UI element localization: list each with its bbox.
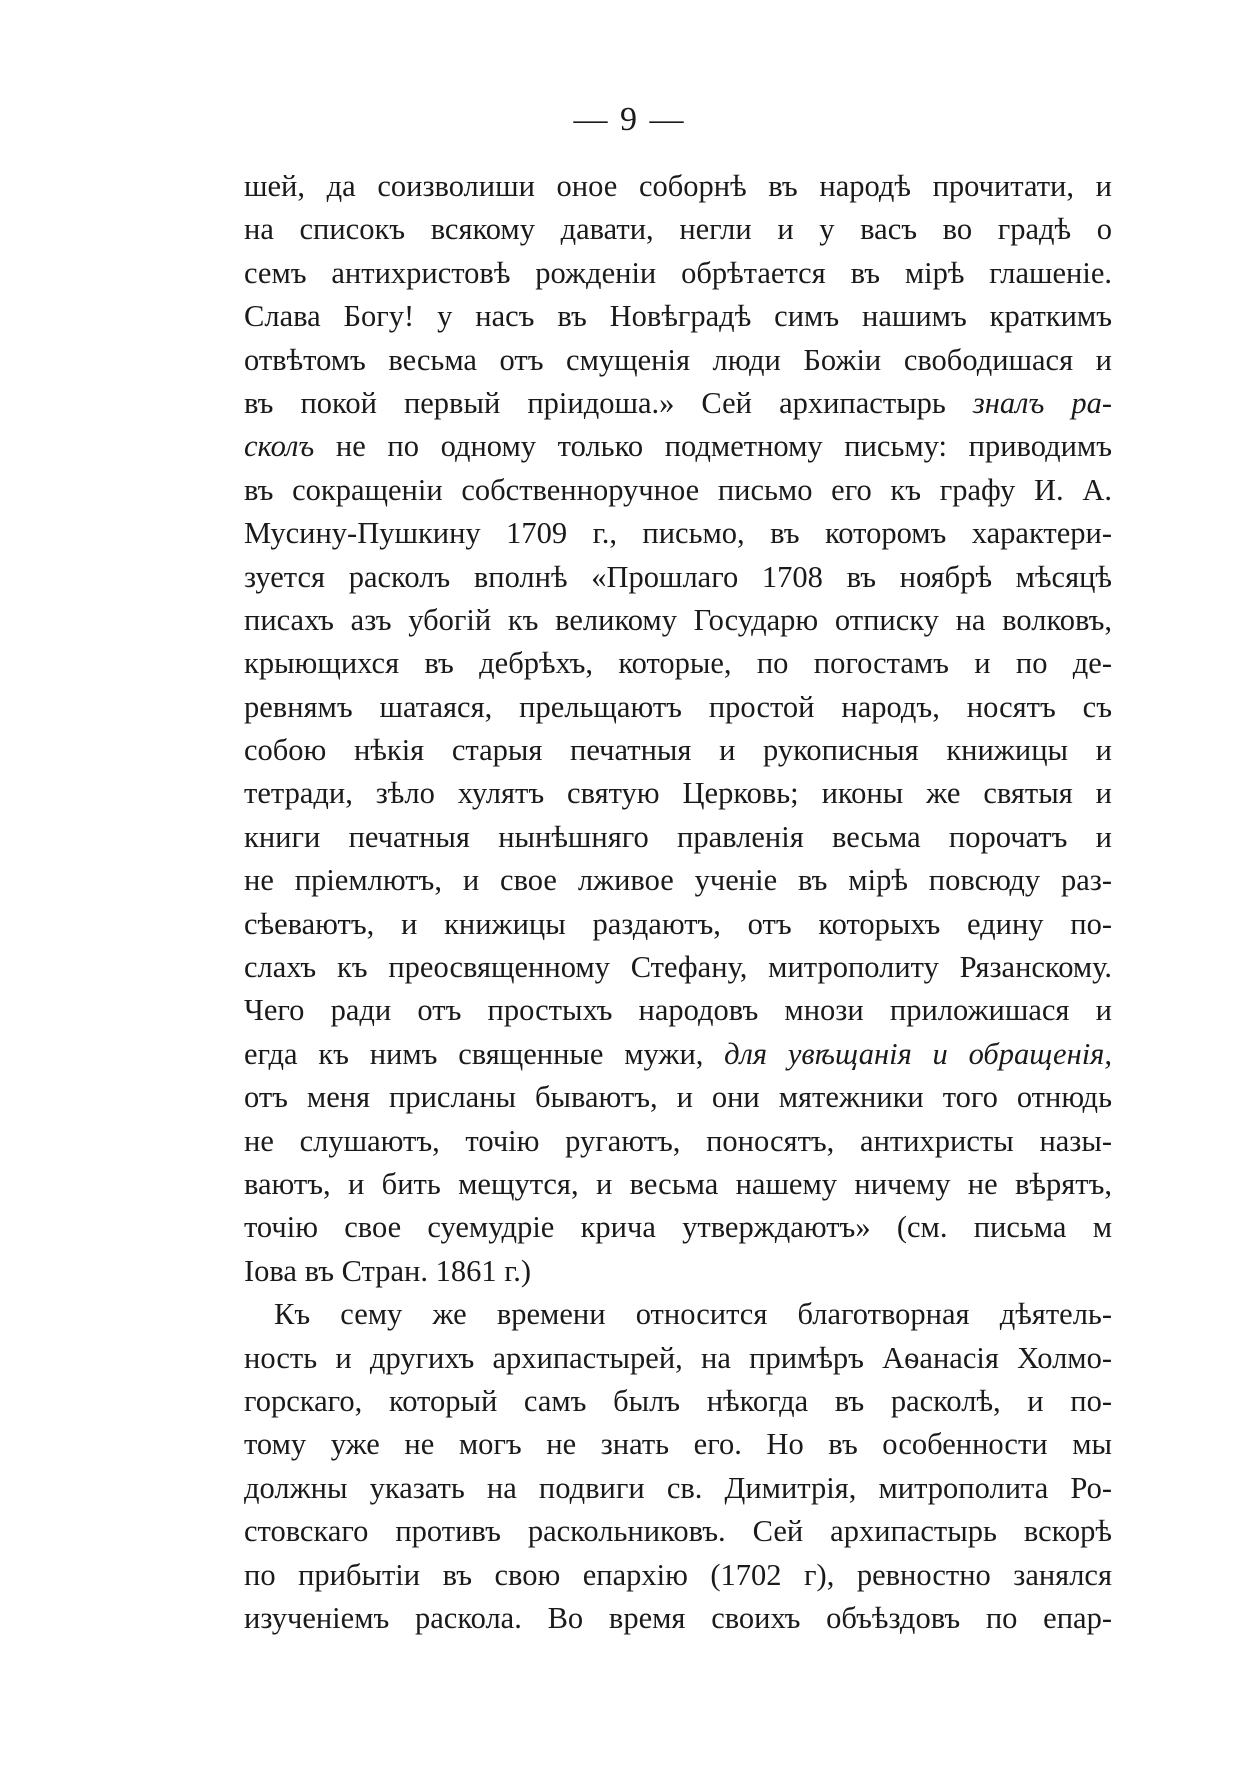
text-line [244, 989, 1112, 1032]
text-segment: горскаго, который самъ былъ нѣкогда въ расколѣ, и по- [244, 1383, 1112, 1418]
text-segment: книги печатныя нынѣшняго правленія весьма порочатъ и [244, 819, 1112, 854]
text-segment: ваютъ, и бить мещутся, и весьма нашему ничему не вѣрятъ, [244, 1166, 1112, 1201]
text-line [244, 295, 1112, 338]
text-line [244, 165, 1112, 208]
text-segment: тетради, зѣло хулятъ святую Церковь; иконы же святыя и [244, 776, 1112, 811]
text-line [244, 946, 1112, 989]
text-segment: сѣеваютъ, и книжицы раздаютъ, отъ которыхъ едину по- [244, 906, 1112, 941]
text-segment: крыющихся въ дебрѣхъ, которые, по погостамъ и по де- [244, 646, 1112, 681]
text-line [244, 425, 1112, 468]
text-line [244, 1076, 1112, 1119]
text-line [244, 1423, 1112, 1466]
text-segment: отвѣтомъ весьма отъ смущенія люди Божіи свободишася и [244, 342, 1112, 377]
text-line [244, 686, 1112, 729]
text-segment: въ покой первый пріидоша.» Сей архипастырь [244, 385, 973, 420]
text-line [244, 1337, 1112, 1380]
text-line [244, 1380, 1112, 1423]
text-segment: слахъ къ преосвященному Стефану, митрополиту Рязанскому. [244, 950, 1112, 985]
text-segment: Слава Богу! у насъ въ Новѣградѣ симъ нашимъ краткимъ [244, 299, 1112, 334]
text-line [244, 382, 1112, 425]
text-line [244, 903, 1112, 946]
text-line [244, 642, 1112, 685]
text-segment: не пріемлютъ, и свое лживое ученіе въ мірѣ повсюду раз- [244, 863, 1112, 898]
text-line [244, 1293, 1112, 1336]
text-line [244, 1120, 1112, 1163]
text-line [244, 1163, 1112, 1206]
text-segment: ность и другихъ архипастырей, на примѣръ Аѳанасія Холмо- [244, 1340, 1112, 1375]
text-line [244, 512, 1112, 555]
text-line [244, 772, 1112, 815]
italic-text: зналъ ра- [972, 385, 1113, 420]
body-text [244, 165, 1112, 1640]
paragraph [244, 1293, 1112, 1640]
text-segment: семъ антихристовѣ рожденіи обрѣтается въ мірѣ глашеніе. [244, 255, 1112, 290]
text-segment: по прибытіи въ свою епархію (1702 г), ревностно занялся [244, 1557, 1112, 1592]
text-line [244, 339, 1112, 382]
text-segment: зуется расколъ вполнѣ «Прошлаго 1708 въ ноябрѣ мѣсяцѣ [244, 559, 1112, 594]
text-segment: ревнямъ шатаяся, прельщаютъ простой народъ, носятъ съ [244, 689, 1112, 724]
text-segment: тому уже не могъ не знать его. Но въ особенности мы [244, 1427, 1112, 1462]
text-segment: не по одному только подметному письму: приводимъ [314, 429, 1112, 464]
text-segment: должны указать на подвиги св. Димитрія, митрополита Ро- [244, 1470, 1112, 1505]
text-segment: на списокъ всякому давати, негли и у васъ во градѣ о [244, 212, 1112, 247]
italic-text: сколъ [244, 429, 315, 464]
text-segment: изученіемъ раскола. Во время своихъ объѣздовъ по епар- [244, 1600, 1112, 1635]
text-segment: шей, да соизволиши оное соборнѣ въ народѣ прочитати, и [244, 169, 1112, 203]
text-line [244, 729, 1112, 772]
text-segment: Чего ради отъ простыхъ народовъ мнози приложишася и [244, 993, 1112, 1028]
text-segment: стовскаго противъ раскольниковъ. Сей архипастырь вскорѣ [244, 1514, 1112, 1549]
text-segment: Мусину-Пушкину 1709 г., письмо, въ которомъ характери- [244, 516, 1112, 551]
text-line [244, 1510, 1112, 1553]
text-line [244, 859, 1112, 902]
text-segment: собою нѣкія старыя печатныя и рукописныя книжицы и [244, 733, 1112, 768]
text-segment: егда къ нимъ священные мужи, [244, 1036, 725, 1071]
text-line [244, 816, 1112, 859]
text-segment: точію свое суемудріе крича утверждаютъ» (см. письма м [244, 1210, 1112, 1245]
text-line [244, 1250, 1112, 1293]
text-line [244, 599, 1112, 642]
page-number: — 9 — [573, 101, 686, 138]
text-segment: Къ сему же времени относится благотворная дѣятель- [274, 1297, 1112, 1332]
text-line [244, 556, 1112, 599]
text-segment: отъ меня присланы бываютъ, и они мятежники того отнюдь [244, 1080, 1112, 1115]
paragraph [244, 165, 1112, 1293]
text-line [244, 1206, 1112, 1249]
text-line [244, 469, 1112, 512]
text-line [244, 1467, 1112, 1510]
text-line [244, 1033, 1112, 1076]
text-segment: въ сокращеніи собственноручное письмо его къ графу И. А. [244, 472, 1112, 507]
text-segment: Іова въ Стран. 1861 г.) [244, 1253, 532, 1288]
text-segment: не слушаютъ, точію ругаютъ, поносятъ, антихристы назы- [244, 1123, 1112, 1158]
text-segment: писахъ азъ убогій къ великому Государю отписку на волковъ, [244, 602, 1112, 637]
text-line [244, 1597, 1112, 1640]
text-line [244, 1554, 1112, 1597]
text-line [244, 252, 1112, 295]
text-line [244, 208, 1112, 251]
italic-text: для увѣщанія и обращенія, [724, 1036, 1112, 1071]
